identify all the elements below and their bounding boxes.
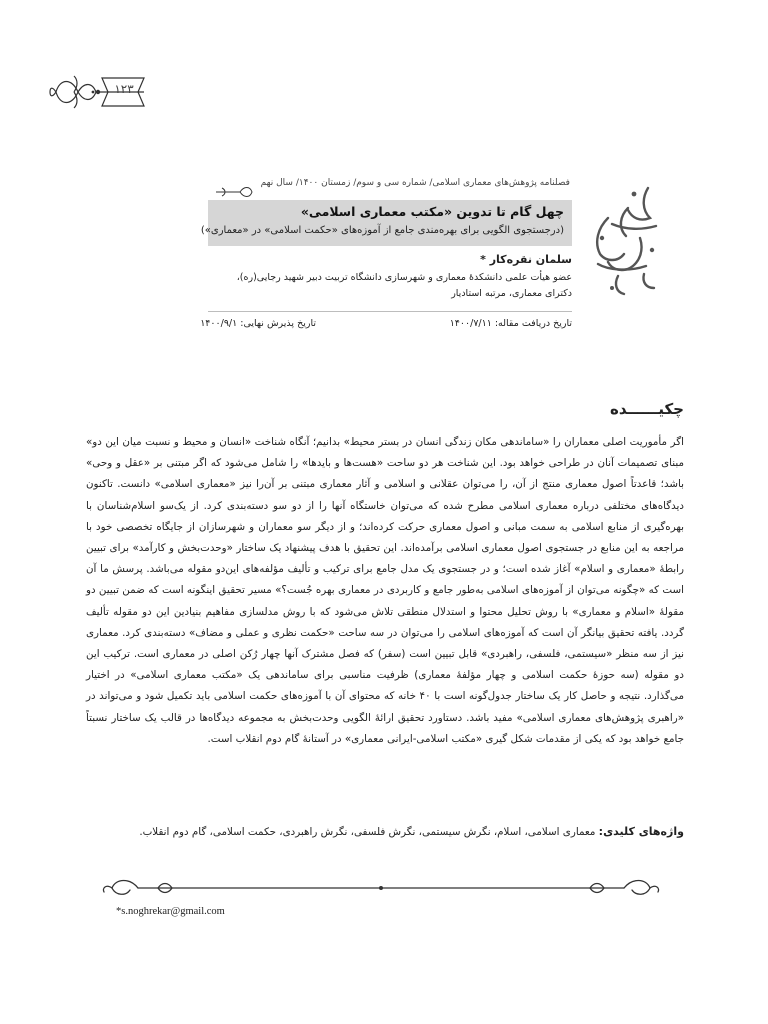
keywords-label: واژه‌های کلیدی:: [598, 825, 684, 838]
article-subtitle: (درجستجوی الگویی برای بهره‌مندی جامع از آموزه‌های «حکمت اسلامی» در «معماری»): [200, 225, 564, 236]
author-divider: [208, 311, 572, 312]
header-flourish-icon: [210, 186, 572, 198]
scroll-divider-icon: [98, 876, 664, 900]
title-box: [200, 200, 572, 246]
calligraphic-journal-logo-icon: [578, 178, 666, 300]
keywords-text: معماری اسلامی، اسلام، نگرش سیستمی، نگرش فلسفی، نگرش راهبردی، حکمت اسلامی، گام دوم انقلاب.: [139, 826, 599, 838]
keywords-block: [86, 822, 684, 842]
footnote-email: *s.noghrekar@gmail.com: [116, 906, 225, 917]
author-name: سلمان نقره‌کار *: [480, 253, 572, 266]
page-number: ۱۲۳: [114, 82, 134, 96]
accepted-date: تاریخ پذیرش نهایی: ۱۴۰۰/۹/۱: [200, 318, 316, 329]
article-title: چهل گام تا تدوین «مکتب معماری اسلامی»: [300, 204, 564, 219]
abstract-heading: چکیــــــده: [610, 400, 684, 418]
received-date: تاریخ دریافت مقاله: ۱۴۰۰/۷/۱۱: [449, 318, 572, 329]
journal-header-line: فصلنامه پژوهش‌های معماری اسلامی/ شماره سی و سوم/ زمستان ۱۴۰۰/ سال نهم: [260, 178, 570, 188]
abstract-body: اگر مأموریت اصلی معماران را «ساماندهی مکان زندگی انسان در بستر محیط» بدانیم؛ آنگاه شناخت «انسان و محیط و نسبت میان این دو» مبنای تصمیمات آنان در طراحی خواهد بود. این شناخت هر دو ساحت «هست‌ها و بایدها» را شامل می‌شود که اگر مبتنی بر «عقل و وحی» باشد؛ قاعدتاً اصول معماری منتج از آن، را می‌توان عقلانی و اسلامی و آثار معماری مبتنی بر آن‌را نیز «معماری اسلامی» دانست. تاکنون دیدگاه‌های مختلفی درباره معماری اسلامی مطرح شده که می‌توان خاستگاه آنها را از دو سو دسته‌بندی کرد. از یک‌سو اسلام‌شناسان با بهره‌گیری از منابع اسلامی به سمت مبانی و اصول معماری حرکت کرده‌اند؛ و از دیگر سو معماران و شهرسازان از جایگاه تخصصی خود با مراجعه به این منابع در جستجوی اصول معماری اسلامی برآمده‌اند. این تحقیق با هدف پیشنهاد یک ساختار «وحدت‌بخش و کارآمد» برای تبیین رابطۀ «معماری و اسلام» آغاز شده است؛ و در جستجوی یک مدل جامع برای ترکیب و تألیف مؤلفه‌های این‌دو مقوله می‌باشد. پرسش ما آن است که «چگونه می‌توان از آموزه‌های اسلامی به‌طور جامع و کاربردی در معماری بهره جُست؟» مسیر تحقیق اینگونه است که ضمن تبیین دو مقولۀ «اسلام و معماری» با روش تحلیل محتوا و استدلال منطقی تلاش می‌شود که با روش مدلسازی مفاهیم بنیادین این دو مقوله تألیف گردد. یافته تحقیق بیانگر آن است که آموزه‌های اسلامی را می‌توان در سه ساحت «حکمت نظری و عملی و مضاف» دسته‌بندی کرد. معماری نیز از سه منظر «سیستمی، فلسفی، راهبردی» قابل تبیین است (سفر) که فصل مشترک آنها چهار رُکن اصلی در معماری است. ترکیب این دو مقوله (سه حوزۀ حکمت اسلامی و چهار مؤلفۀ معماری) ظرفیت مناسبی برای ساماندهی یک «مکتب معماری اسلامی» در اختیار می‌گذارد. نتیجه و حاصل کار یک ساختار جدول‌گونه است با ۴۰ خانه که محتوای آن با آموزه‌های حکمت اسلامی باید تکمیل شود و می‌تواند در «راهبری پژوهش‌های معماری اسلامی» مفید باشد. دستاورد تحقیق ارائۀ الگویی وحدت‌بخش به مجموعه دیدگاه‌ها در قالب یک ساختار نسبتاً جامع خواهد بود که یکی از مقدمات شکل گیری «مکتب اسلامی-ایرانی معماری» در آستانۀ گام دوم انقلاب است.: [86, 436, 684, 745]
author-affiliation: عضو هیأت علمی دانشکدۀ معماری و شهرسازی دانشگاه تربیت دبیر شهید رجایی(ره)، دکترای معماری، مرتبه استادیار: [236, 272, 572, 299]
